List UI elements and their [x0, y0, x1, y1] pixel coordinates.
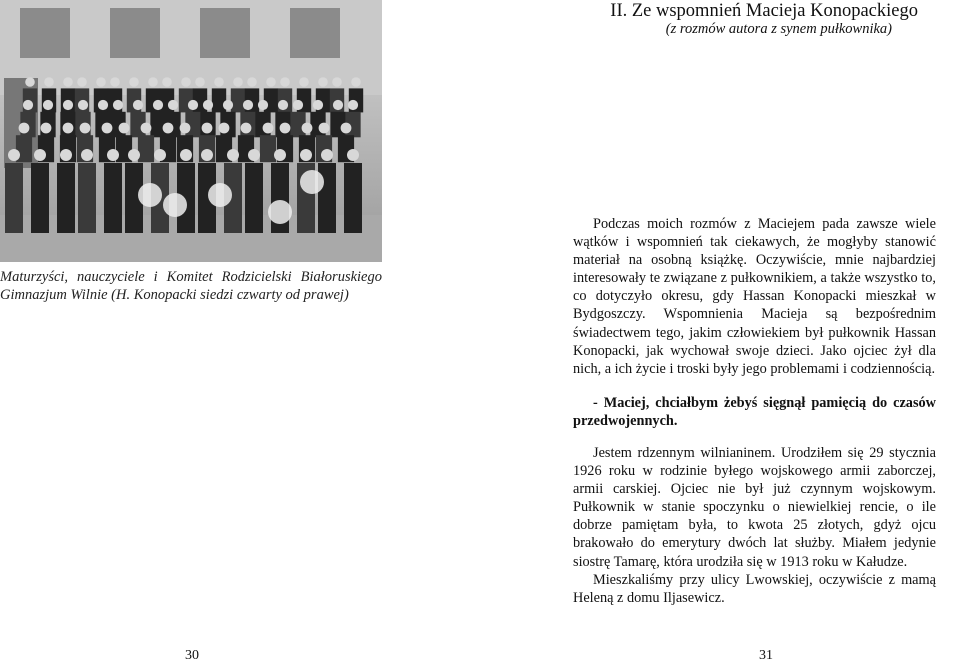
photo-caption: Maturzyści, nauczyciele i Komitet Rodzicielski Białoruskiego Gimnazjum Wilnie (H. Konopacki siedzi czwarty od prawej)	[0, 269, 382, 303]
group-photograph	[0, 0, 382, 262]
paragraph-birth: Jestem rdzennym wilnianinem. Urodziłem się 29 stycznia 1926 roku w rodzinie byłego wojskowego armii zaborczej, armii carskiej. Ojciec nie był już czynnym wojskowym. Pułkownik w stanie spoczynku o niewielkiej rencie, o ile dobrze pamiętam była, to kwota 25 złotych, gdyż ojcu brakowało do emerytury dwóch lat służby. Miałem jedynie siostrę Tamarę, która urodziła się w 1913 roku w Kałudze.	[573, 445, 936, 570]
interview-question: - Maciej, chciałbym żebyś sięgnął pamięcią do czasów przedwojennych.	[573, 395, 936, 430]
page-number-right: 31	[759, 648, 773, 663]
right-page	[480, 0, 960, 665]
chapter-title: II. Ze wspomnień Macieja Konopackiego	[610, 1, 918, 21]
paragraph-residence: Mieszkaliśmy przy ulicy Lwowskiej, oczywiście z mamą Heleną z domu Iljasewicz.	[573, 571, 936, 606]
paragraph-intro: Podczas moich rozmów z Maciejem pada zawsze wiele wątków i wspomnień tak ciekawych, że mogłyby stanowić materiał na osobną książkę. Oczywiście, mnie najbardziej interesowały te związane z pułkownikiem, a także wszystko to, co dotyczyło okresu, gdy Hassan Konopacki mieszkał w Bydgoszczy. Wspomnienia Macieja są bezpośrednim świadectwem tego, jakim człowiekiem był pułkownik Hassan Konopacki, jak wychował swoje dzieci. Jako ojciec żył dla nich, a ich życie i troski były jego problemami i codziennością.	[573, 216, 936, 377]
chapter-subtitle: (z rozmów autora z synem pułkownika)	[665, 21, 892, 37]
page-number-left: 30	[185, 648, 199, 663]
